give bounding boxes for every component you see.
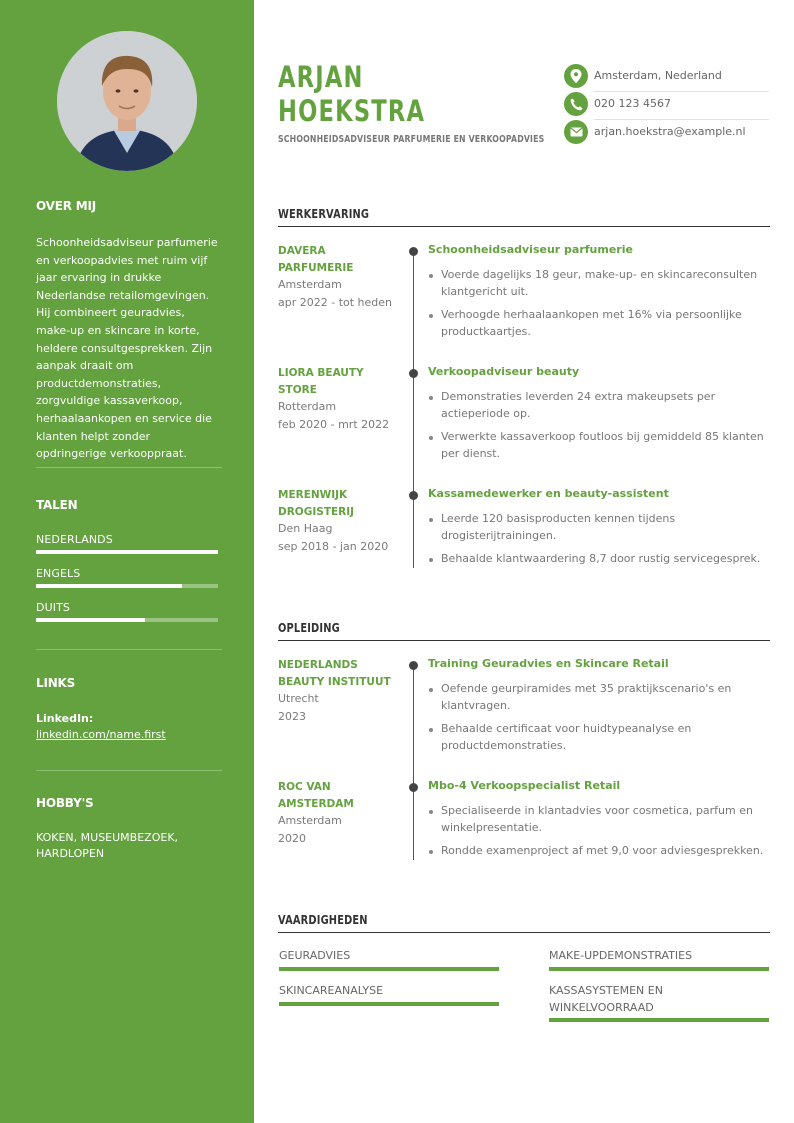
entry-bullet: Oefende geurpiramides met 35 praktijkscenario's en klantvragen. [441,681,771,714]
entry-role: Schoonheidsadviseur parfumerie [428,243,633,256]
location-pin-icon [564,64,588,88]
first-name: ARJAN [278,60,364,94]
experience-timeline [413,250,414,568]
entry-bullet: Verwerkte kassaverkoop foutloos bij gemiddeld 85 klanten per dienst. [441,429,771,462]
section-rule [278,226,770,227]
language-label: ENGELS [36,567,81,580]
education-timeline [413,664,414,860]
section-rule [278,932,770,933]
sidebar-divider [36,649,222,650]
language-level-bar [36,618,218,622]
linkedin-link[interactable]: linkedin.com/name.first [36,728,166,741]
skill-label: MAKE-UPDEMONSTRATIES [549,949,693,962]
contact-email [564,119,769,147]
entry-period: 2023 [278,710,306,723]
phone-icon [564,92,588,116]
contact-location-text: Amsterdam, Nederland [594,69,722,82]
skill-bar [549,1018,769,1022]
contact-email-text[interactable]: arjan.hoekstra@example.nl [594,125,746,138]
entry-bullet: Voerde dagelijks 18 geur, make-up- en skincareconsulten klantgericht uit. [441,267,771,300]
entry-bullet: Demonstraties leverden 24 extra makeupsets per actieperiode op. [441,389,771,422]
timeline-dot [409,247,418,256]
hobbies-heading: HOBBY'S [36,796,94,810]
hobbies-text: KOKEN, MUSEUMBEZOEK, HARDLOPEN [36,831,179,860]
language-level-fill [36,618,145,622]
entry-role: Mbo-4 Verkoopspecialist Retail [428,779,621,792]
language-label: DUITS [36,601,70,614]
entry-bullet: Leerde 120 basisproducten kennen tijdens drogisterijtrainingen. [441,511,771,544]
contact-phone-text: 020 123 4567 [594,97,671,110]
entry-organization: ROC VAN AMSTERDAM [278,781,354,810]
skill-label: KASSASYSTEMEN EN WINKELVOORRAAD [549,984,663,1014]
envelope-icon [564,120,588,144]
entry-bullet: Behaalde klantwaardering 8,7 door rustig servicegesprek. [441,551,771,568]
section-rule [278,640,770,641]
skill-label: GEURADVIES [279,949,351,962]
entry-period: 2020 [278,832,306,845]
entry-bullet: Behaalde certificaat voor huidtypeanalyse en productdemonstraties. [441,721,771,754]
entry-organization: MERENWIJK DROGISTERIJ [278,489,355,518]
sidebar [0,0,254,1123]
sidebar-divider [36,467,222,468]
entry-organization: DAVERA PARFUMERIE [278,245,354,274]
entry-role: Verkoopadviseur beauty [428,365,580,378]
education-heading: OPLEIDING [278,621,340,635]
entry-period: apr 2022 - tot heden [278,296,393,309]
entry-bullet: Specialiseerde in klantadvies voor cosmetica, parfum en winkelpresentatie. [441,803,771,836]
skill-bar [279,967,499,971]
entry-period: sep 2018 - jan 2020 [278,540,389,553]
entry-organization: NEDERLANDS BEAUTY INSTITUUT [278,659,391,688]
linkedin-label: LinkedIn: [36,712,94,725]
skills-heading: VAARDIGHEDEN [278,913,368,927]
language-level-bar [36,584,218,588]
job-title: SCHOONHEIDSADVISEUR PARFUMERIE EN VERKOOPADVIES [278,134,545,145]
experience-heading: WERKERVARING [278,207,370,221]
skill-bar [279,1002,499,1006]
entry-location: Den Haag [278,522,333,535]
skill-bar [549,967,769,971]
timeline-dot [409,661,418,670]
timeline-dot [409,491,418,500]
entry-role: Training Geuradvies en Skincare Retail [428,657,669,670]
language-level-bar [36,550,218,554]
sidebar-divider [36,770,222,771]
about-text: Schoonheidsadviseur parfumerie en verkoopadvies met ruim vijf jaar ervaring in drukke Nederlandse retailomgevingen. Hij combineert geuradvies, make-up en skincare in korte, heldere consultgesprekken. Zijn aanpak draait om productdemonstraties, zorgvuldige kassaverkoop, herhaalaankopen en service die klanten helpt zonder opdringerige verkooppraat. [36,236,218,461]
timeline-dot [409,783,418,792]
contact-location [564,63,769,91]
skill-label: SKINCAREANALYSE [279,984,384,997]
entry-bullet: Verhoogde herhaalaankopen met 16% via persoonlijke productkaartjes. [441,307,771,340]
entry-bullet: Rondde examenproject af met 9,0 voor adviesgesprekken. [441,843,771,860]
entry-location: Rotterdam [278,400,337,413]
languages-heading: TALEN [36,498,78,512]
entry-organization: LIORA BEAUTY STORE [278,367,364,396]
about-heading: OVER MIJ [36,199,97,213]
links-heading: LINKS [36,676,76,690]
entry-location: Utrecht [278,692,319,705]
language-level-fill [36,550,218,554]
contact-phone [564,91,769,119]
entry-period: feb 2020 - mrt 2022 [278,418,390,431]
timeline-dot [409,369,418,378]
language-label: NEDERLANDS [36,533,113,546]
entry-role: Kassamedewerker en beauty-assistent [428,487,669,500]
last-name: HOEKSTRA [278,94,426,128]
language-level-fill [36,584,182,588]
entry-location: Amsterdam [278,814,342,827]
profile-photo [57,31,197,171]
entry-location: Amsterdam [278,278,342,291]
